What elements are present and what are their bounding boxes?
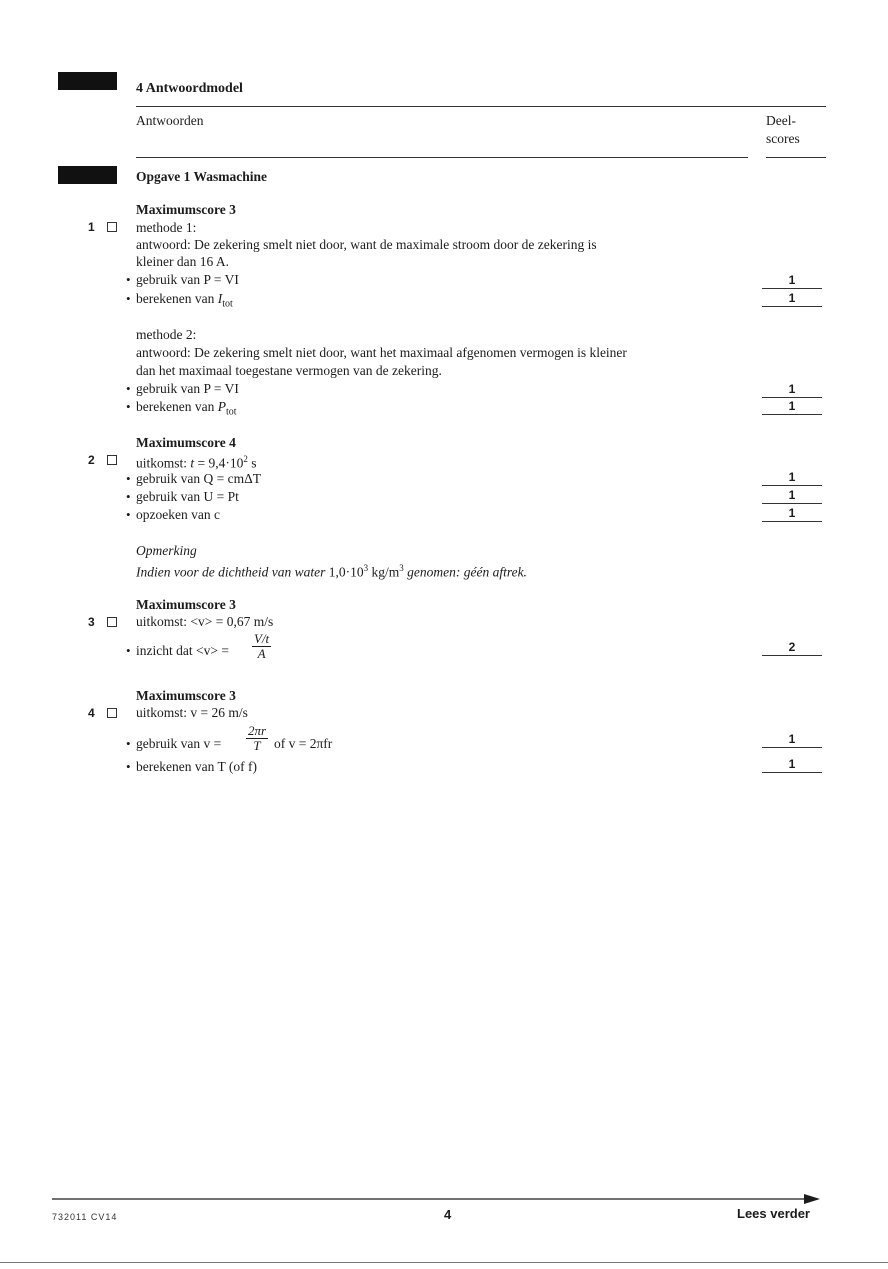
q2-number: 2: [88, 453, 95, 467]
item-prefix: berekenen van: [136, 399, 218, 414]
q1-m1-score-1: 1: [788, 273, 796, 287]
scores-header-rule: [766, 157, 826, 158]
footer-arrow: [52, 1192, 822, 1206]
subscript: tot: [222, 298, 233, 310]
footer-page-number: 4: [444, 1207, 452, 1222]
score-line: [762, 655, 822, 656]
q1-method1-label: methode 1:: [136, 220, 197, 235]
score-line: [762, 747, 822, 748]
result-value: = 9,4·10: [194, 455, 244, 471]
q1-method2-answer-1: antwoord: De zekering smelt niet door, want het maximaal afgenomen vermogen is kleiner: [136, 345, 627, 360]
q1-method1-answer-2: kleiner dan 16 A.: [136, 254, 229, 269]
q3-score-1: 2: [788, 640, 796, 654]
footer-next-label: Lees verder: [737, 1206, 810, 1221]
q3-item-1: inzicht dat <v> =: [136, 643, 229, 658]
q4-score-1: 1: [788, 732, 796, 746]
column-header-rule: [136, 157, 748, 158]
q1-m2-score-1: 1: [788, 382, 796, 396]
q1-method2-item-2: [136, 398, 237, 421]
exponent: 3: [363, 563, 369, 573]
score-line: [762, 414, 822, 415]
bullet: •: [126, 399, 131, 414]
q1-max-score: Maximumscore 3: [136, 202, 236, 217]
bottom-rule: [0, 1262, 888, 1263]
column-header-scores-2: scores: [766, 131, 800, 146]
subscript: tot: [225, 406, 237, 418]
item-prefix: berekenen van: [136, 291, 218, 306]
footer-code: 732011 CV14: [52, 1212, 118, 1222]
remark-suffix: genomen: géén aftrek.: [403, 564, 527, 580]
q3-result: uitkomst: <v> = 0,67 m/s: [136, 614, 274, 629]
bullet: •: [126, 489, 131, 504]
fraction-numerator: 2πr: [248, 723, 267, 738]
q4-result: uitkomst: v = 26 m/s: [136, 705, 248, 720]
q3-checkbox: [107, 617, 117, 627]
bullet: •: [126, 291, 131, 306]
variable: t: [190, 455, 195, 471]
column-header-answers: Antwoorden: [136, 113, 204, 128]
q1-m2-score-2: 1: [788, 399, 796, 413]
header-rule: [136, 106, 826, 107]
q1-method1-item-1: gebruik van P = VI: [136, 272, 239, 287]
bullet: •: [126, 643, 131, 658]
score-line: [762, 521, 822, 522]
q2-remark-title: Opmerking: [136, 543, 197, 558]
q4-checkbox: [107, 708, 117, 718]
section-title: 4 Antwoordmodel: [136, 81, 243, 96]
q3-fraction: [252, 632, 271, 661]
q2-item-3: opzoeken van c: [136, 507, 220, 522]
bullet: •: [126, 272, 131, 287]
q2-result: [136, 451, 257, 472]
exponent: 2: [243, 454, 248, 464]
variable: P: [217, 399, 226, 414]
exercise-marker-bar: [58, 166, 117, 184]
q1-m1-score-2: 1: [788, 291, 796, 305]
remark-unit: kg/m: [368, 564, 400, 580]
q1-method2-answer-2: dan het maximaal toegestane vermogen van de zekering.: [136, 363, 442, 378]
remark-prefix: Indien voor de dichtheid van water: [136, 564, 329, 580]
q1-number: 1: [88, 220, 95, 234]
q3-number: 3: [88, 615, 95, 629]
score-line: [762, 306, 822, 307]
fraction-denominator: A: [257, 646, 266, 661]
q1-method1-item-2: [136, 290, 233, 313]
fraction-numerator: V/t: [254, 631, 270, 646]
q3-max-score: Maximumscore 3: [136, 597, 236, 612]
q4-score-2: 1: [788, 757, 796, 771]
q1-method2-item-1: gebruik van P = VI: [136, 381, 239, 396]
q2-item-1: gebruik van Q = cmΔT: [136, 471, 262, 486]
exponent: 3: [399, 563, 404, 573]
fraction-denominator: T: [253, 738, 261, 753]
variable: I: [217, 291, 223, 306]
score-line: [762, 288, 822, 289]
result-unit: s: [247, 455, 257, 471]
q4-item-1-suffix: of v = 2πfr: [274, 736, 333, 751]
bullet: •: [126, 507, 131, 522]
score-line: [762, 397, 822, 398]
q2-score-2: 1: [788, 488, 796, 502]
q2-remark-text: [136, 560, 527, 581]
score-line: [762, 485, 822, 486]
q2-score-1: 1: [788, 470, 796, 484]
q4-item-1-prefix: gebruik van v =: [136, 736, 222, 751]
score-line: [762, 503, 822, 504]
q1-method1-answer-1: antwoord: De zekering smelt niet door, want de maximale stroom door de zekering is: [136, 237, 597, 252]
bullet: •: [126, 736, 131, 751]
q2-item-2: gebruik van U = Pt: [136, 489, 239, 504]
bullet: •: [126, 759, 131, 774]
column-header-scores-1: Deel-: [766, 113, 796, 128]
q2-checkbox: [107, 455, 117, 465]
q4-item-2: berekenen van T (of f): [136, 759, 257, 774]
exercise-title: Opgave 1 Wasmachine: [136, 169, 268, 184]
q4-number: 4: [88, 706, 95, 720]
bullet: •: [126, 471, 131, 486]
section-marker-bar: [58, 72, 117, 90]
q2-max-score: Maximumscore 4: [136, 435, 236, 450]
q2-score-3: 1: [788, 506, 796, 520]
bullet: •: [126, 381, 131, 396]
q1-method2-label: methode 2:: [136, 327, 197, 342]
result-prefix: uitkomst:: [136, 455, 191, 471]
q1-checkbox: [107, 222, 117, 232]
score-line: [762, 772, 822, 773]
q4-max-score: Maximumscore 3: [136, 688, 236, 703]
remark-value: 1,0·10: [328, 564, 364, 580]
q4-fraction: [246, 724, 268, 753]
